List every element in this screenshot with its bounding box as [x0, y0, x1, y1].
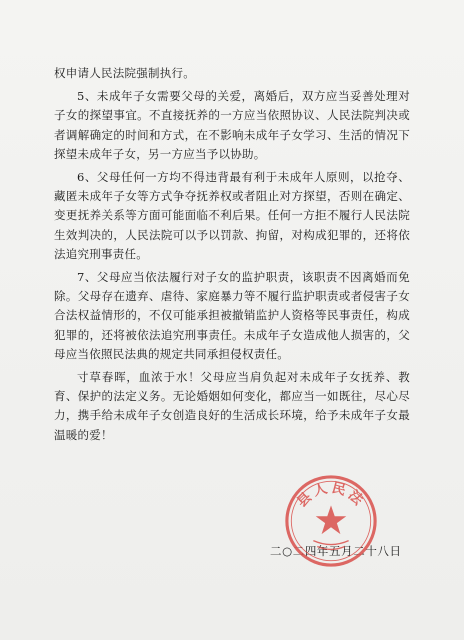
seal-text-arc: 县人民法 [294, 479, 368, 511]
seal-emblem-lines [313, 541, 348, 550]
document-date: 二○二四年五月二十八日 [270, 544, 402, 558]
paragraph-item-5: 5、未成年子女需要父母的关爱，离婚后，双方应当妥善处理对子女的探望事宜。不直接抚养的一方应当依照协议、人民法院判决或者调解确定的时间和方式，在不影响未成年子女学习、生活的情况下探望未成年子女，另一方应当予以协助。 [54, 89, 410, 161]
paragraph-item-7: 7、父母应当依法履行对子女的监护职责，该职责不因离婚而免除。父母存在遗弃、虐待、家庭暴力等不履行监护职责或者侵害子女合法权益情形的，不仅可能承担被撤销监护人资格等民事责任，构成犯罪的，还将被依法追究刑事责任。未成年子女造成他人损害的，父母应当依照民法典的规定共同承担侵权责任。 [54, 270, 410, 361]
paragraph-continuation: 权申请人民法院强制执行。 [54, 66, 195, 80]
court-seal-stamp [282, 472, 380, 570]
paragraph-closing: 寸草春晖，血浓于水！父母应当肩负起对未成年子女抚养、教育、保护的法定义务。无论婚姻如何变化，都应当一如既往，尽心尽力，携手给未成年子女创造良好的生活成长环境，给予未成年子女最温暖的爱！ [54, 370, 410, 442]
document-body [54, 64, 410, 445]
seal-star-icon [316, 505, 347, 534]
paragraph-item-6: 6、父母任何一方均不得违背最有利于未成年人原则，以抢夺、藏匿未成年子女等方式争夺抚养权或者阻止对方探望，否则在确定、变更抚养关系等方面可能面临不利后果。任何一方拒不履行人民法院生效判决的，人民法院可以予以罚款、拘留，对构成犯罪的，还将依法追究刑事责任。 [54, 170, 410, 261]
